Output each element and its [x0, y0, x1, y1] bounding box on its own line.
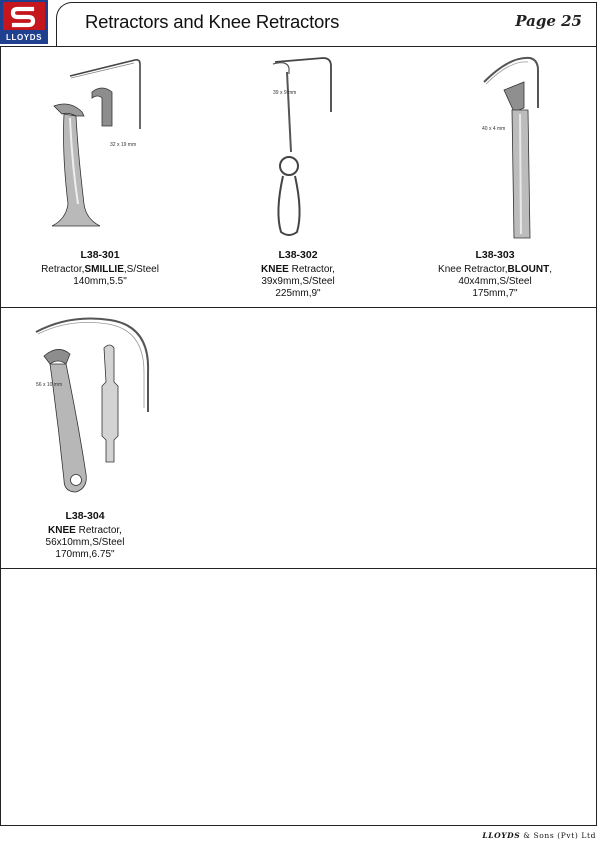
lloyds-logo — [0, 0, 48, 44]
product-item — [5, 249, 195, 288]
page-header — [0, 0, 600, 46]
dimension-label: 32 x 19 mm — [110, 142, 137, 148]
row-divider — [0, 307, 597, 308]
product-code: L38-301 — [80, 249, 120, 261]
knee-retractor-wire-illustration — [245, 52, 355, 242]
product-size: 40x4mm,S/Steel — [458, 276, 532, 287]
product-length: 225mm,9" — [275, 288, 321, 299]
product-item — [203, 249, 393, 300]
product-name: Retractor,SMILLIE,S/Steel — [41, 264, 159, 275]
footer-company — [482, 831, 596, 840]
footer-company-rest: & Sons (Pvt) Ltd — [523, 831, 596, 840]
page-number: Page 25 — [515, 12, 582, 30]
smillie-retractor-illustration — [40, 54, 190, 239]
blount-retractor-illustration — [470, 52, 560, 242]
product-name: KNEE Retractor, — [261, 264, 335, 275]
dimension-label: 40 x 4 mm — [482, 126, 506, 132]
product-size: 140mm,5.5" — [73, 276, 127, 287]
product-code: L38-302 — [278, 249, 318, 261]
svg-text:LLOYDS: LLOYDS — [5, 33, 43, 42]
product-length: 170mm,6.75" — [55, 549, 115, 560]
knee-retractor-blade-illustration — [30, 312, 160, 502]
footer-brand: LLOYDS — [482, 831, 521, 840]
product-code: L38-303 — [475, 249, 515, 261]
product-size: 39x9mm,S/Steel — [261, 276, 335, 287]
product-item — [0, 510, 180, 561]
dimension-label: 39 x 9 mm — [273, 90, 297, 96]
product-item — [400, 249, 590, 300]
product-size: 56x10mm,S/Steel — [45, 537, 125, 548]
product-length: 175mm,7" — [472, 288, 518, 299]
product-name: KNEE Retractor, — [48, 525, 122, 536]
product-code: L38-304 — [65, 510, 105, 522]
page-title: Retractors and Knee Retractors — [85, 11, 340, 32]
dimension-label: 56 x 10 mm — [36, 382, 63, 388]
row-divider — [0, 568, 597, 569]
product-name: Knee Retractor,BLOUNT, — [438, 264, 552, 275]
